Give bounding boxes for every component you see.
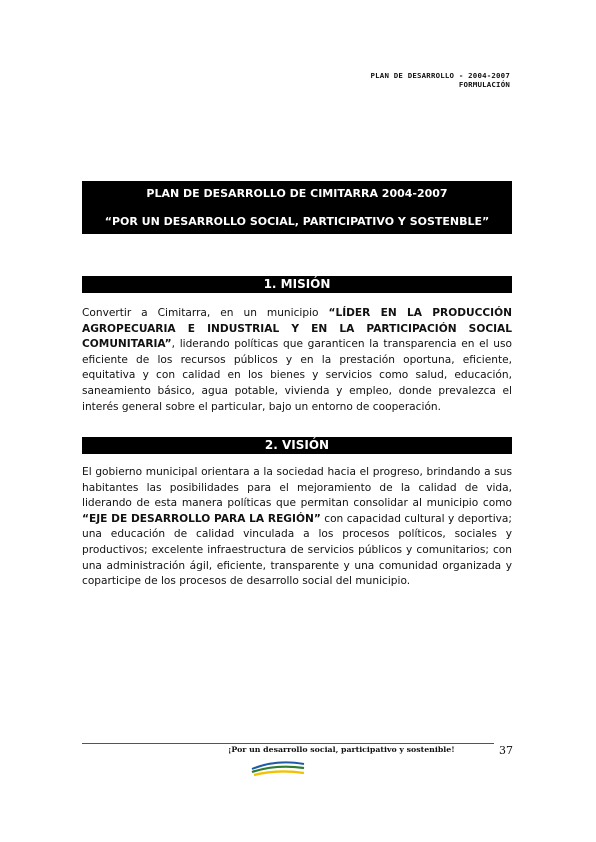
vision-paragraph xyxy=(82,465,512,590)
vision-text-emphasis: “EJE DE DESARROLLO PARA LA REGIÓN” xyxy=(82,512,321,525)
mision-paragraph xyxy=(82,306,512,415)
footer-slogan: ¡Por un desarrollo social, participativo y sostenible! xyxy=(228,745,455,754)
mision-text-body: , liderando políticas que garanticen la transparencia en el uso eficiente de los recursos públicos y en la prestación oportuna, eficiente, equitativa y con calidad en los bienes y servicios como salud, educación, saneamiento básico, agua potable, vivienda y empleo, donde prevalezca el interés general sobre el particular, bajo un entorno de cooperación. xyxy=(82,338,512,413)
page-number: 37 xyxy=(499,744,513,757)
header-title: PLAN DE DESARROLLO - 2004-2007 xyxy=(370,71,510,80)
section-heading-vision: 2. VISIÓN xyxy=(82,437,512,454)
section-heading-mision: 1. MISIÓN xyxy=(82,276,512,293)
mision-text-intro: Convertir a Cimitarra, en un municipio xyxy=(82,307,329,319)
document-title: PLAN DE DESARROLLO DE CIMITARRA 2004-2007 xyxy=(146,187,448,200)
running-header xyxy=(371,71,511,89)
footer-divider xyxy=(82,743,494,744)
vision-text-body: con capacidad cultural y deportiva; una educación de calidad vinculada a los procesos políticos, sociales y productivos; excelente infraestructura de servicios públicos y comunitarios; con una administración ágil, eficiente, transparente y una comunidad organizada y coparticipe de los procesos de desarrollo social del municipio. xyxy=(82,512,512,588)
document-title-box xyxy=(82,181,512,234)
document-motto: “POR UN DESARROLLO SOCIAL, PARTICIPATIVO Y SOSTENBLE” xyxy=(104,215,490,228)
mision-text-emphasis: “LÍDER EN LA PRODUCCIÓN AGROPECUARIA E INDUSTRIAL Y EN LA PARTICIPACIÓN SOCIAL COMUNITARIA” xyxy=(82,307,512,351)
municipal-logo xyxy=(250,755,306,777)
header-subtitle: FORMULACIÓN xyxy=(458,80,510,89)
vision-text-intro: El gobierno municipal orientara a la sociedad hacia el progreso, brindando a sus habitantes las posibilidades para el mejoramiento de la calidad de vida, liderando de esta manera políticas que permitan consolidar al municipio como xyxy=(82,466,512,510)
